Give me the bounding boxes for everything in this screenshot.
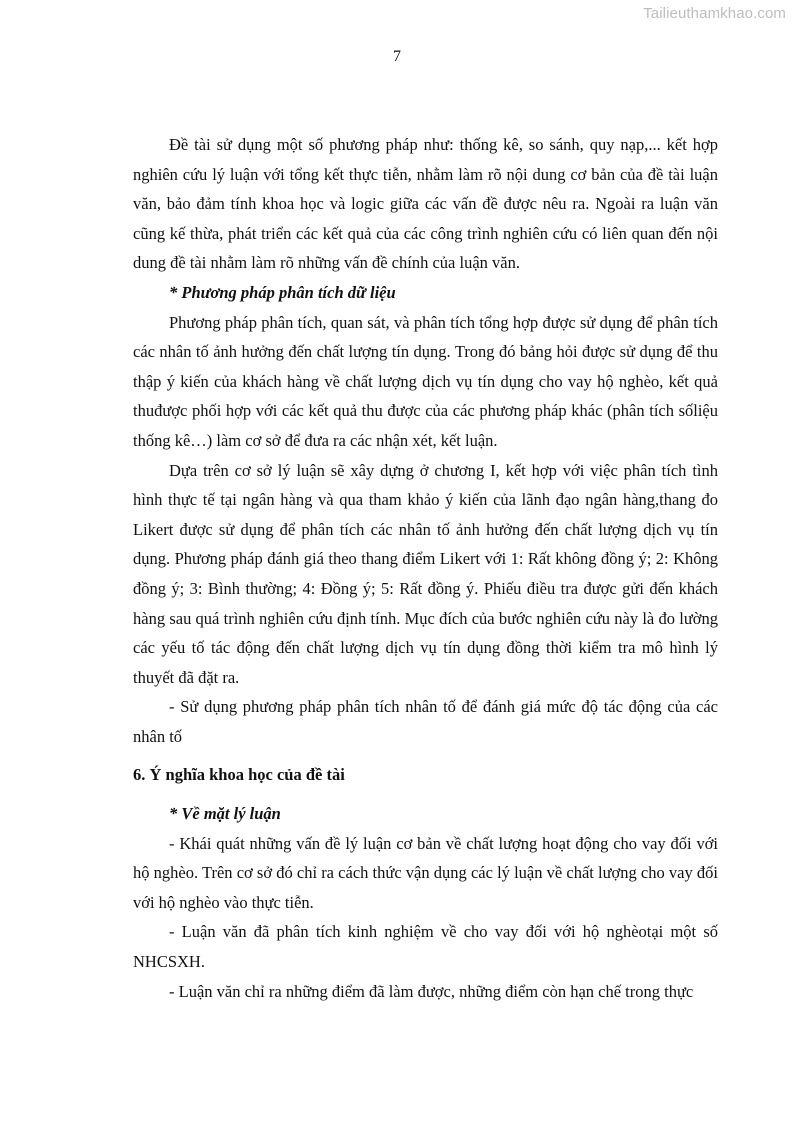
paragraph-experience-analysis: - Luận văn đã phân tích kinh nghiệm về cho vay đối với hộ nghèotại một số NHCSXH. <box>133 922 718 972</box>
document-body <box>133 130 718 1006</box>
paragraph-factor-analysis: - Sử dụng phương pháp phân tích nhân tố để đánh giá mức độ tác động của các nhân tố <box>133 697 718 746</box>
section-heading-scientific-significance: 6. Ý nghĩa khoa học của đề tài <box>133 765 345 785</box>
subheading-theoretical: * Về mặt lý luận <box>169 804 281 824</box>
paragraph-analysis-methods: Phương pháp phân tích, quan sát, và phân tích tổng hợp được sử dụng để phân tích các nhân tố ảnh hưởng đến chất lượng tín dụng. Trong đó bảng hỏi được sử dụng để thu thập ý kiến của khách hàng về chất lượng dịch vụ tín dụng cho vay hộ nghèo, kết quả thuđược phối hợp với các kết quả thu được của các phương pháp khác (phân tích sốliệu thống kê…) làm cơ sở để đưa ra các nhận xét, kết luận. <box>133 312 718 450</box>
paragraph-research-methods: Đề tài sử dụng một số phương pháp như: thống kê, so sánh, quy nạp,... kết hợp nghiên cứu lý luận với tổng kết thực tiễn, nhằm làm rõ nội dung cơ bản của đề tài luận văn, bảo đảm tính khoa học và logic giữa các vấn đề được nêu ra. Ngoài ra luận văn cũng kế thừa, phát triển các kết quả của các công trình nghiên cứu có liên quan đến nội dung đề tài nhằm làm rõ những vấn đề chính của luận văn. <box>133 135 718 273</box>
paragraph-likert-scale: Dựa trên cơ sở lý luận sẽ xây dựng ở chương I, kết hợp với việc phân tích tình hình thực tế tại ngân hàng và qua tham khảo ý kiến của lãnh đạo ngân hàng,thang đo Likert được sử dụng để phân tích các nhân tố ảnh hưởng đến chất lượng dịch vụ tín dụng. Phương pháp đánh giá theo thang điểm Likert với 1: Rất không đồng ý; 2: Không đồng ý; 3: Bình thường; 4: Đồng ý; 5: Rất đồng ý. Phiếu điều tra được gửi đến khách hàng sau quá trình nghiên cứu định tính. Mục đích của bước nghiên cứu này là đo lường các yếu tố tác động đến chất lượng dịch vụ tín dụng đồng thời kiểm tra mô hình lý thuyết đã đặt ra. <box>133 460 718 687</box>
paragraph-achievements-limitations: - Luận văn chỉ ra những điểm đã làm được, những điểm còn hạn chế trong thực <box>169 981 694 1001</box>
watermark: Tailieuthamkhao.com <box>643 5 786 22</box>
page-number: 7 <box>393 48 401 65</box>
subheading-data-analysis: * Phương pháp phân tích dữ liệu <box>169 282 396 302</box>
paragraph-theory-overview: - Khái quát những vấn đề lý luận cơ bản về chất lượng hoạt động cho vay đối với hộ nghèo. Trên cơ sở đó chỉ ra cách thức vận dụng các lý luận về chất lượng cho vay đối với hộ nghèo vào thực tiễn. <box>133 833 718 912</box>
